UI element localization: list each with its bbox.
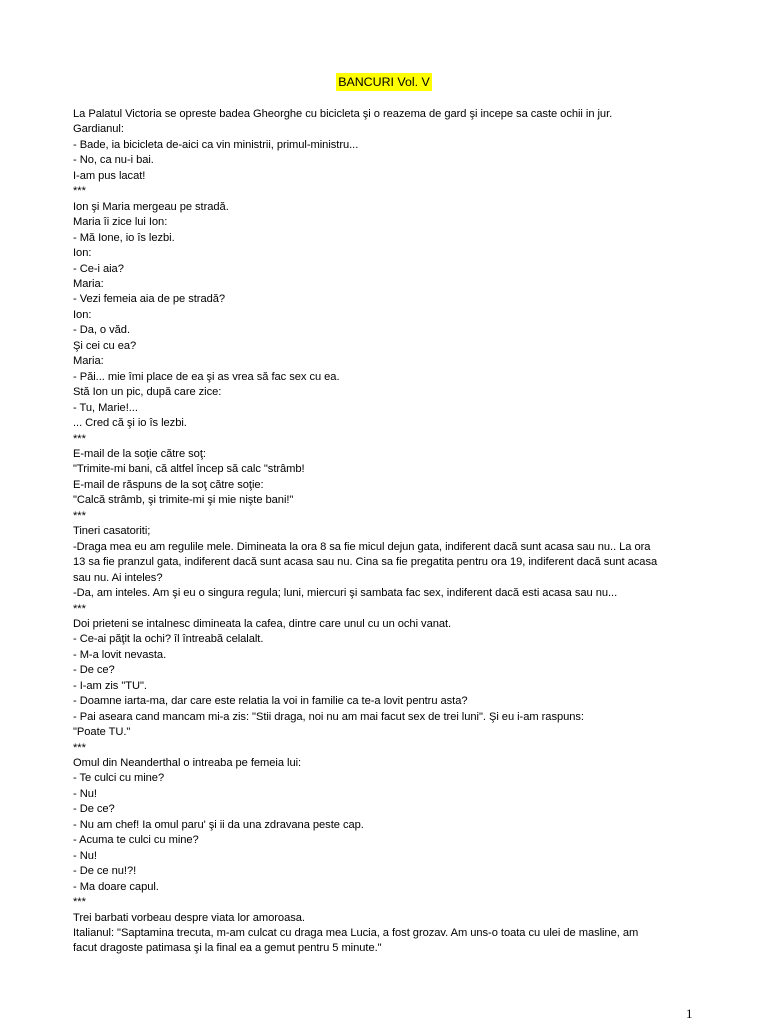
text-line: Tineri casatoriti; — [73, 525, 151, 538]
text-line: Maria: — [73, 355, 104, 368]
text-line: sau nu. Ai inteles? — [73, 571, 163, 584]
text-line: - Pai aseara cand mancam mi-a zis: "Stii draga, noi nu am mai facut sex de trei luni". Şi eu i-am raspuns: — [73, 710, 584, 723]
text-line: Ion: — [73, 308, 92, 321]
document-title: BANCURI Vol. V — [338, 75, 430, 89]
text-line: - I-am zis "TU". — [73, 679, 147, 692]
text-line: - Nu! — [73, 849, 97, 862]
text-line: - Ce-ai păţit la ochi? îl întreabă celalalt. — [73, 633, 264, 646]
text-line: "Calcă strâmb, şi trimite-mi şi mie nişte bani!" — [73, 494, 294, 507]
title-wrapper — [0, 73, 768, 91]
text-line: Maria îi zice lui Ion: — [73, 216, 168, 229]
text-line: facut dragoste patimasa şi la final ea a gemut pentru 5 minute." — [73, 942, 382, 955]
text-line: *** — [73, 509, 86, 522]
text-line: -Da, am inteles. Am şi eu o singura regula; luni, miercuri şi sambata fac sex, indiferent dacă esti acasa sau nu... — [73, 587, 618, 600]
text-line: I-am pus lacat! — [73, 169, 146, 182]
text-line: - Acuma te culci cu mine? — [73, 834, 199, 847]
text-line: - No, ca nu-i bai. — [73, 154, 154, 167]
text-line: *** — [73, 741, 86, 754]
text-line: - Te culci cu mine? — [73, 772, 165, 785]
text-line: - Tu, Marie!... — [73, 401, 138, 414]
text-line: E-mail de răspuns de la soţ către soţie: — [73, 478, 264, 491]
text-line: Omul din Neanderthal o intreaba pe femeia lui: — [73, 757, 302, 770]
text-line: Ion: — [73, 247, 92, 260]
document-body — [73, 107, 705, 957]
text-line: Gardianul: — [73, 123, 124, 136]
text-line: *** — [73, 185, 86, 198]
text-line: Doi prieteni se intalnesc dimineata la cafea, dintre care unul cu un ochi vanat. — [73, 617, 452, 630]
text-line: *** — [73, 432, 86, 445]
text-line: - M-a lovit nevasta. — [73, 648, 167, 661]
text-line: *** — [73, 602, 86, 615]
text-line: Ion şi Maria mergeau pe stradă. — [73, 200, 229, 213]
text-line: 13 sa fie pranzul gata, indiferent dacă sunt acasa sau nu. Cina sa fie pregatita pentru ora 19, indiferent dacă sunt acasa — [73, 556, 658, 569]
text-line: - De ce nu!?! — [73, 865, 137, 878]
text-line: - Mă Ione, io îs lezbi. — [73, 231, 175, 244]
text-line: - Ce-i aia? — [73, 262, 124, 275]
text-line: Şi cei cu ea? — [73, 339, 137, 352]
text-line: -Draga mea eu am regulile mele. Dimineata la ora 8 sa fie micul dejun gata, indiferent dacă sunt acasa sau nu.. La ora — [73, 540, 651, 553]
text-line: - Nu am chef! Ia omul paru' şi ii da una zdravana peste cap. — [73, 818, 364, 831]
text-line: - De ce? — [73, 664, 115, 677]
text-line: - Bade, ia bicicleta de-aici ca vin ministrii, primul-ministru... — [73, 138, 359, 151]
text-line: - Nu! — [73, 787, 97, 800]
text-line: E-mail de la soţie către soţ: — [73, 447, 206, 460]
text-line: Trei barbati vorbeau despre viata lor amoroasa. — [73, 911, 305, 924]
text-line: - Da, o văd. — [73, 324, 130, 337]
text-line: Maria: — [73, 277, 104, 290]
text-line: - De ce? — [73, 803, 115, 816]
text-line: Stă Ion un pic, după care zice: — [73, 386, 222, 399]
text-line: - Ma doare capul. — [73, 880, 159, 893]
text-line: - Doamne iarta-ma, dar care este relatia la voi in familie ca te-a lovit pentru asta? — [73, 695, 468, 708]
text-line: Italianul: "Saptamina trecuta, m-am culcat cu draga mea Lucia, a fost grozav. Am uns-o toata cu ulei de masline, am — [73, 927, 639, 940]
text-line: *** — [73, 896, 86, 909]
text-line: La Palatul Victoria se opreste badea Gheorghe cu bicicleta şi o reazema de gard şi incepe sa caste ochii in jur. — [73, 108, 613, 120]
text-line: "Poate TU." — [73, 726, 131, 739]
text-line: - Vezi femeia aia de pe stradă? — [73, 293, 226, 306]
text-line: ... Cred că şi io îs lezbi. — [73, 417, 187, 430]
page-number: 1 — [686, 1006, 693, 1021]
text-line: - Păi... mie îmi place de ea şi as vrea să fac sex cu ea. — [73, 370, 340, 383]
text-line: "Trimite-mi bani, că altfel încep să calc "strâmb! — [73, 463, 305, 476]
